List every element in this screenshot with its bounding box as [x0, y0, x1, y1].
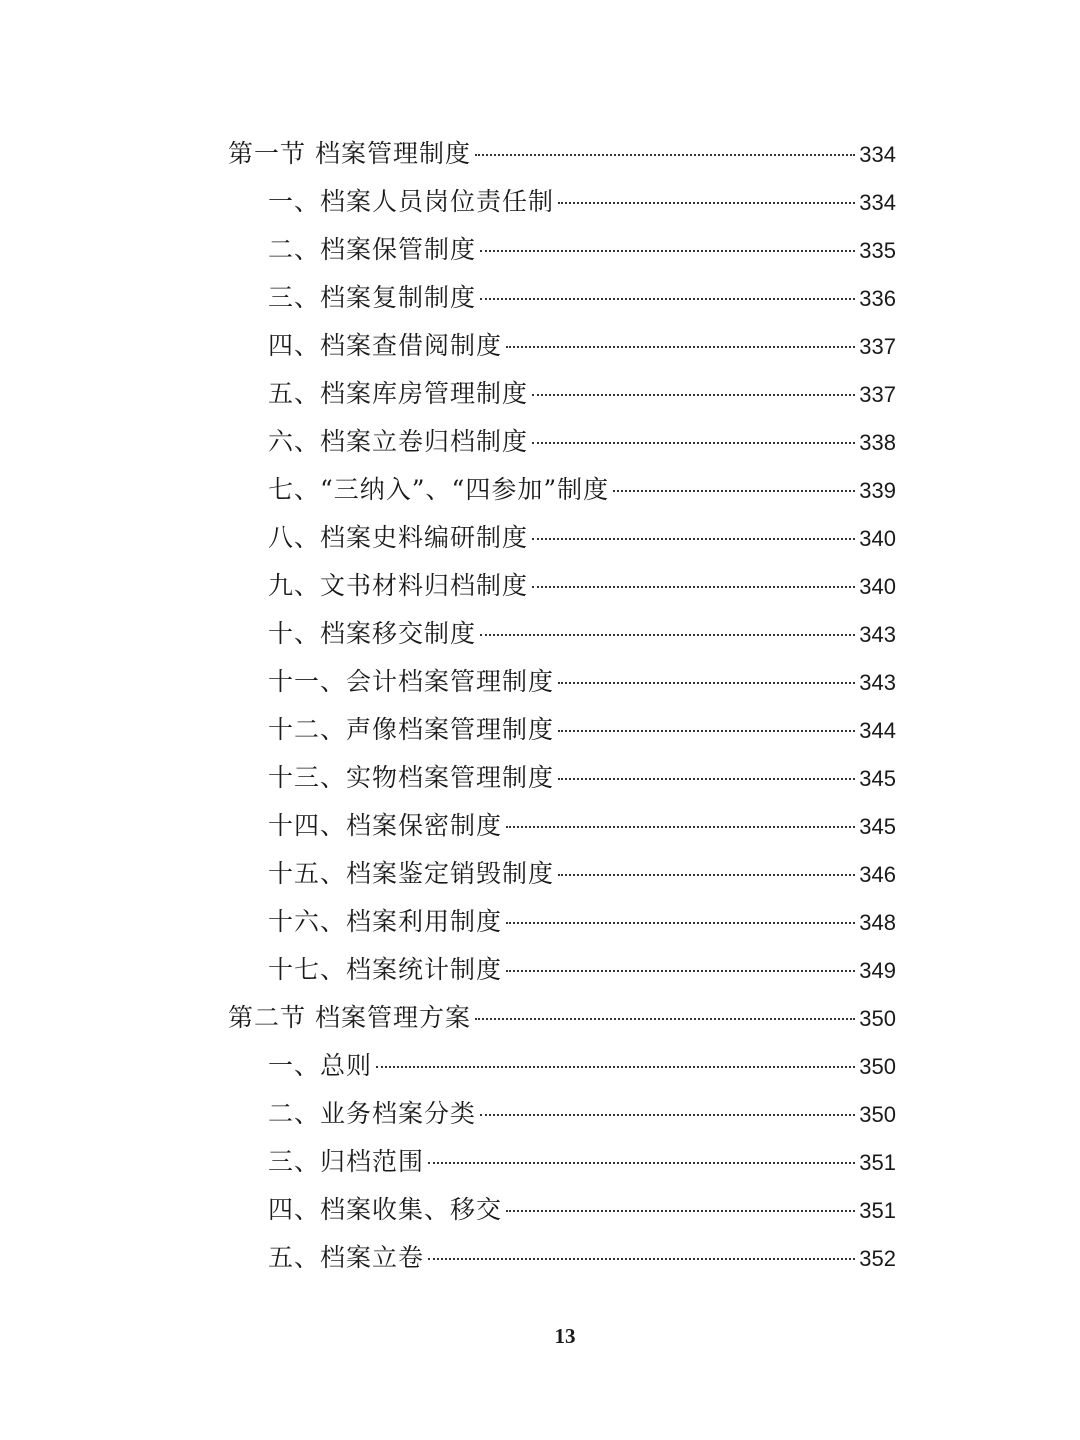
- toc-entry-title: 七、“三纳入”、“四参加”制度: [268, 475, 610, 504]
- toc-entry-page-number: 336: [859, 286, 896, 311]
- toc-entry-page-number: 349: [859, 958, 896, 983]
- dot-leader: [558, 778, 855, 780]
- toc-entry-title: 十、档案移交制度: [268, 619, 477, 648]
- toc-entry-page-number: 348: [859, 910, 896, 935]
- toc-entry-page-number: 350: [859, 1102, 896, 1127]
- dot-leader: [506, 970, 855, 972]
- toc-entry-title: 三、归档范围: [268, 1147, 425, 1176]
- toc-entry[interactable]: [228, 1234, 896, 1282]
- toc-entry[interactable]: [228, 1138, 896, 1186]
- toc-entry-title: 十七、档案统计制度: [268, 955, 503, 984]
- dot-leader: [532, 394, 855, 396]
- toc-entry-page-number: 345: [859, 766, 896, 791]
- toc-entry-page-number: 334: [859, 142, 896, 167]
- toc-entry-page-number: 338: [859, 430, 896, 455]
- dot-leader: [532, 586, 855, 588]
- dot-leader: [428, 1162, 855, 1164]
- dot-leader: [376, 1066, 855, 1068]
- toc-entry[interactable]: [228, 1042, 896, 1090]
- toc-entry[interactable]: [228, 226, 896, 274]
- dot-leader: [475, 1018, 855, 1020]
- toc-entry-title: 六、档案立卷归档制度: [268, 427, 529, 456]
- toc-entry-page-number: 350: [859, 1054, 896, 1079]
- toc-entry[interactable]: [228, 1090, 896, 1138]
- toc-entry-title: 一、档案人员岗位责任制: [268, 187, 555, 216]
- toc-entry[interactable]: [228, 514, 896, 562]
- toc-entry-title: 四、档案收集、移交: [268, 1195, 503, 1224]
- toc-entry[interactable]: [228, 370, 896, 418]
- toc-entry[interactable]: [228, 1186, 896, 1234]
- toc-entry-title: 十四、档案保密制度: [268, 811, 503, 840]
- toc-entry[interactable]: [228, 658, 896, 706]
- dot-leader: [480, 1114, 855, 1116]
- dot-leader: [428, 1258, 855, 1260]
- toc-entry-page-number: 335: [859, 238, 896, 263]
- dot-leader: [558, 730, 855, 732]
- dot-leader: [480, 250, 855, 252]
- dot-leader: [506, 826, 855, 828]
- toc-entry-page-number: 352: [859, 1246, 896, 1271]
- toc-entry[interactable]: [228, 610, 896, 658]
- dot-leader: [558, 202, 855, 204]
- dot-leader: [480, 298, 855, 300]
- table-of-contents: [228, 130, 896, 1282]
- toc-entry-title: 十三、实物档案管理制度: [268, 763, 555, 792]
- dot-leader: [532, 442, 855, 444]
- toc-entry-title: 十六、档案利用制度: [268, 907, 503, 936]
- toc-section-heading[interactable]: [228, 130, 896, 178]
- toc-entry-title: 三、档案复制制度: [268, 283, 477, 312]
- toc-entry-title: 十一、会计档案管理制度: [268, 667, 555, 696]
- dot-leader: [506, 1210, 855, 1212]
- toc-entry-title: 十二、声像档案管理制度: [268, 715, 555, 744]
- toc-entry-page-number: 340: [859, 574, 896, 599]
- toc-section-heading[interactable]: [228, 994, 896, 1042]
- toc-entry-title: 四、档案查借阅制度: [268, 331, 503, 360]
- toc-entry-page-number: 340: [859, 526, 896, 551]
- toc-entry-page-number: 346: [859, 862, 896, 887]
- toc-entry-title: 二、业务档案分类: [268, 1099, 477, 1128]
- toc-entry-page-number: 337: [859, 382, 896, 407]
- toc-entry-page-number: 337: [859, 334, 896, 359]
- toc-entry-page-number: 339: [859, 478, 896, 503]
- toc-entry-page-number: 343: [859, 670, 896, 695]
- toc-entry-title: 九、文书材料归档制度: [268, 571, 529, 600]
- dot-leader: [558, 874, 855, 876]
- toc-entry-page-number: 344: [859, 718, 896, 743]
- toc-entry-title: 八、档案史料编研制度: [268, 523, 529, 552]
- toc-entry-title: 十五、档案鉴定销毁制度: [268, 859, 555, 888]
- toc-entry[interactable]: [228, 898, 896, 946]
- toc-entry-page-number: 351: [859, 1150, 896, 1175]
- toc-entry-title: 第二节 档案管理方案: [228, 1003, 471, 1032]
- page-number: 13: [554, 1324, 576, 1348]
- toc-entry-page-number: 343: [859, 622, 896, 647]
- dot-leader: [506, 346, 855, 348]
- toc-entry[interactable]: [228, 418, 896, 466]
- toc-entry-page-number: 334: [859, 190, 896, 215]
- dot-leader: [613, 490, 855, 492]
- dot-leader: [532, 538, 855, 540]
- toc-entry[interactable]: [228, 274, 896, 322]
- toc-entry-page-number: 351: [859, 1198, 896, 1223]
- toc-entry-title: 二、档案保管制度: [268, 235, 477, 264]
- toc-entry[interactable]: [228, 802, 896, 850]
- dot-leader: [558, 682, 855, 684]
- dot-leader: [506, 922, 855, 924]
- toc-entry[interactable]: [228, 850, 896, 898]
- dot-leader: [475, 154, 855, 156]
- toc-entry-page-number: 345: [859, 814, 896, 839]
- toc-entry[interactable]: [228, 178, 896, 226]
- dot-leader: [480, 634, 855, 636]
- toc-entry[interactable]: [228, 946, 896, 994]
- toc-entry-title: 第一节 档案管理制度: [228, 139, 471, 168]
- toc-entry-page-number: 350: [859, 1006, 896, 1031]
- toc-entry[interactable]: [228, 706, 896, 754]
- toc-entry[interactable]: [228, 322, 896, 370]
- toc-entry-title: 五、档案立卷: [268, 1243, 425, 1272]
- toc-entry[interactable]: [228, 754, 896, 802]
- toc-entry-title: 五、档案库房管理制度: [268, 379, 529, 408]
- toc-entry-title: 一、总则: [268, 1051, 373, 1080]
- toc-entry[interactable]: [228, 466, 896, 514]
- toc-entry[interactable]: [228, 562, 896, 610]
